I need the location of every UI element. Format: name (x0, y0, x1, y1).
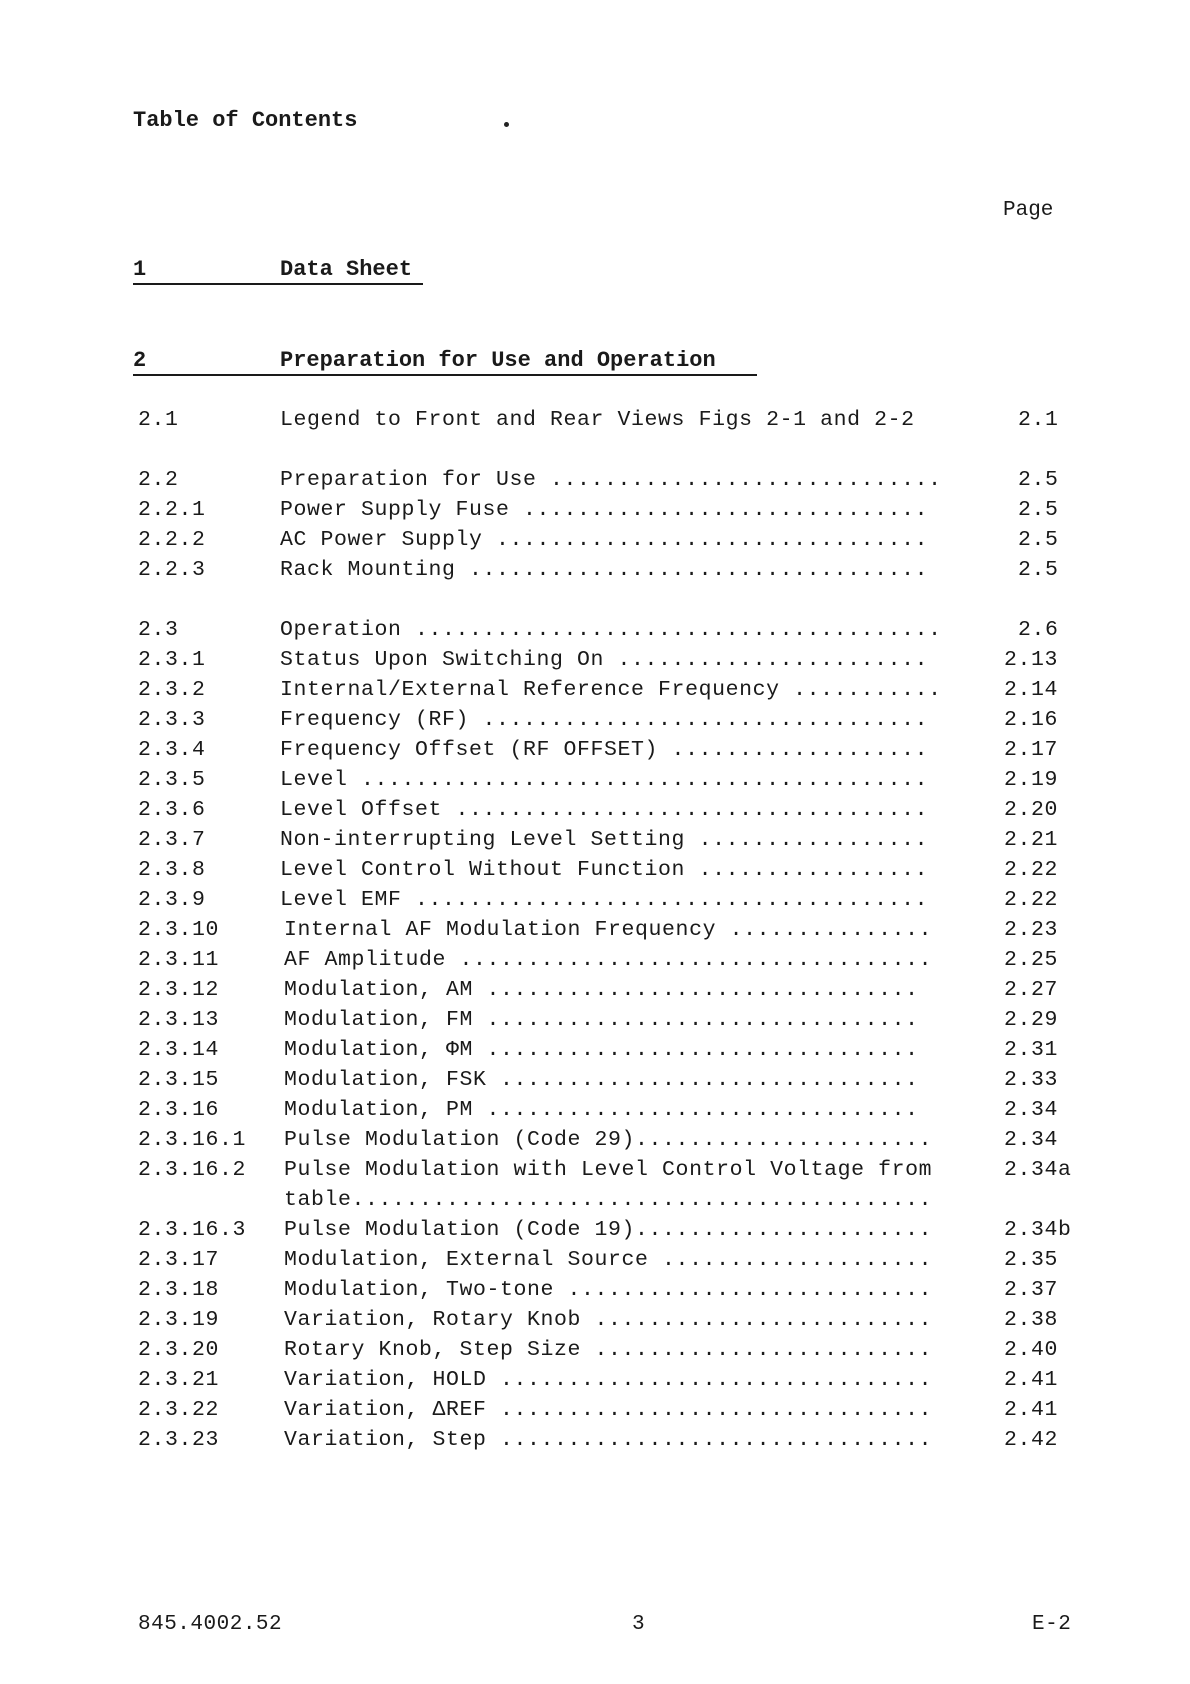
toc-entry (0, 648, 1190, 678)
page-column-label: Page (1003, 199, 1054, 222)
toc-entry-title: Modulation, FM ................................ (284, 1008, 919, 1032)
toc-entry-title: Level .......................................... (280, 768, 929, 792)
toc-entry-page: 2.38 (1004, 1308, 1059, 1332)
toc-entry-title: Preparation for Use ............................. (280, 468, 942, 492)
toc-entry (0, 678, 1190, 708)
toc-entry-number: 2.3.15 (138, 1068, 220, 1092)
toc-entry-title: Variation, Step ................................ (284, 1428, 933, 1452)
toc-entry-page: 2.20 (1004, 798, 1059, 822)
section-underline (133, 283, 423, 285)
toc-entry-title: table........................................... (284, 1188, 933, 1212)
toc-entry-number: 2.3.21 (138, 1368, 220, 1392)
toc-entry (0, 1218, 1190, 1248)
toc-entry-title: Pulse Modulation (Code 29)...................... (284, 1128, 933, 1152)
toc-entry-title: Modulation, FSK ............................... (284, 1068, 919, 1092)
toc-entry-title: Modulation, AM ................................ (284, 978, 919, 1002)
toc-entry (0, 498, 1190, 528)
toc-entry (0, 1278, 1190, 1308)
toc-entry (0, 1308, 1190, 1338)
toc-entry-number: 2.3.17 (138, 1248, 220, 1272)
toc-entry (0, 1368, 1190, 1398)
toc-entry-number: 2.3.16.1 (138, 1128, 247, 1152)
toc-entry-title: AF Amplitude ................................... (284, 948, 933, 972)
page-title: Table of Contents (133, 108, 358, 133)
toc-entry-title: Variation, Rotary Knob ......................... (284, 1308, 933, 1332)
toc-entry-page: 2.40 (1004, 1338, 1059, 1362)
toc-entry-number: 2.3.5 (138, 768, 206, 792)
toc-entry (0, 978, 1190, 1008)
toc-entry (0, 1128, 1190, 1158)
section-underline (133, 374, 757, 376)
toc-entry (0, 708, 1190, 738)
toc-entry-number: 2.3.6 (138, 798, 206, 822)
toc-entry-number: 2.3.23 (138, 1428, 220, 1452)
toc-entry (0, 1008, 1190, 1038)
toc-entry (0, 1428, 1190, 1458)
toc-entry-page: 2.19 (1004, 768, 1059, 792)
toc-entry-number: 2.3.10 (138, 918, 220, 942)
toc-entry-number: 2.3.16.2 (138, 1158, 247, 1182)
toc-entry-page: 2.23 (1004, 918, 1059, 942)
toc-entry-number: 2.3.2 (138, 678, 206, 702)
toc-entry-page: 2.34a (1004, 1158, 1072, 1182)
toc-entry-title: Frequency Offset (RF OFFSET) ................... (280, 738, 929, 762)
toc-entry (0, 858, 1190, 888)
toc-entry-number: 2.3.19 (138, 1308, 220, 1332)
toc-entry-number: 2.3.18 (138, 1278, 220, 1302)
toc-entry (0, 1098, 1190, 1128)
toc-entry (0, 1158, 1190, 1188)
toc-entry-page: 2.5 (1018, 528, 1059, 552)
toc-entry (0, 1248, 1190, 1278)
toc-entry (0, 408, 1190, 438)
ink-speck (504, 122, 509, 127)
toc-entry-page: 2.22 (1004, 888, 1059, 912)
toc-entry (0, 468, 1190, 498)
toc-entry-page: 2.25 (1004, 948, 1059, 972)
toc-entry-page: 2.16 (1004, 708, 1059, 732)
toc-entry-page: 2.5 (1018, 468, 1059, 492)
toc-entry (0, 528, 1190, 558)
toc-entry-title: Modulation, Two-tone ........................... (284, 1278, 933, 1302)
toc-entry-number: 2.3.8 (138, 858, 206, 882)
toc-entry (0, 798, 1190, 828)
toc-entry (0, 1188, 1190, 1218)
toc-entry-title: Level EMF ...................................... (280, 888, 929, 912)
toc-entry-page: 2.22 (1004, 858, 1059, 882)
toc-entry-page: 2.17 (1004, 738, 1059, 762)
toc-entry-page: 2.29 (1004, 1008, 1059, 1032)
toc-entry (0, 618, 1190, 648)
toc-entry-page: 2.42 (1004, 1428, 1059, 1452)
toc-entry-title: Modulation, PM ................................ (284, 1098, 919, 1122)
toc-entry-page: 2.31 (1004, 1038, 1059, 1062)
toc-entry-number: 2.3.4 (138, 738, 206, 762)
toc-entry-page: 2.41 (1004, 1368, 1059, 1392)
toc-entry-title: Variation, ΔREF ................................ (284, 1398, 933, 1422)
toc-entry (0, 918, 1190, 948)
toc-entry-page: 2.14 (1004, 678, 1059, 702)
toc-entry-title: Modulation, ΦM ................................ (284, 1038, 919, 1062)
toc-entry-number: 2.3.22 (138, 1398, 220, 1422)
section-number: 2 (133, 348, 147, 373)
toc-entry-title: Modulation, External Source .................... (284, 1248, 933, 1272)
toc-entry-page: 2.41 (1004, 1398, 1059, 1422)
toc-entry-title: Rotary Knob, Step Size ......................... (284, 1338, 933, 1362)
toc-entry-number: 2.3.7 (138, 828, 206, 852)
toc-entry-title: Non-interrupting Level Setting ................. (280, 828, 929, 852)
edition: E-2 (1032, 1613, 1072, 1636)
section-number: 1 (133, 257, 147, 282)
toc-entry-title: Frequency (RF) ................................. (280, 708, 929, 732)
toc-entry-title: Legend to Front and Rear Views Figs 2-1 and 2-2 (280, 408, 915, 432)
toc-entry-page: 2.34b (1004, 1218, 1072, 1242)
toc-entry (0, 1338, 1190, 1368)
toc-entry-number: 2.3.14 (138, 1038, 220, 1062)
toc-entry-number: 2.1 (138, 408, 179, 432)
toc-entry-number: 2.3.9 (138, 888, 206, 912)
toc-entry-title: Internal/External Reference Frequency ........... (280, 678, 942, 702)
toc-entry-page: 2.1 (1018, 408, 1059, 432)
toc-entry (0, 888, 1190, 918)
toc-entry-page: 2.33 (1004, 1068, 1059, 1092)
toc-entry-number: 2.3.3 (138, 708, 206, 732)
toc-entry (0, 768, 1190, 798)
toc-entry-page: 2.35 (1004, 1248, 1059, 1272)
toc-entry-number: 2.2 (138, 468, 179, 492)
toc-entry-title: Power Supply Fuse .............................. (280, 498, 929, 522)
page-number: 3 (632, 1613, 646, 1636)
toc-entry (0, 1068, 1190, 1098)
toc-entry-number: 2.2.2 (138, 528, 206, 552)
toc-entry (0, 948, 1190, 978)
toc-entry-page: 2.34 (1004, 1098, 1059, 1122)
section-title: Data Sheet (280, 257, 413, 282)
section-title: Preparation for Use and Operation (280, 348, 716, 373)
toc-entry-number: 2.3 (138, 618, 179, 642)
toc-entry-page: 2.6 (1018, 618, 1059, 642)
toc-entry-page: 2.5 (1018, 558, 1059, 582)
toc-entry (0, 558, 1190, 588)
toc-entry-title: Pulse Modulation with Level Control Voltage from (284, 1158, 933, 1182)
toc-entry (0, 1038, 1190, 1068)
toc-entry-title: Status Upon Switching On ....................... (280, 648, 929, 672)
toc-entry-number: 2.3.16 (138, 1098, 220, 1122)
toc-entry-number: 2.3.1 (138, 648, 206, 672)
toc-entry-page: 2.5 (1018, 498, 1059, 522)
toc-entry-number: 2.3.16.3 (138, 1218, 247, 1242)
toc-entry (0, 828, 1190, 858)
toc-entry-number: 2.3.13 (138, 1008, 220, 1032)
toc-entry-number: 2.2.3 (138, 558, 206, 582)
toc-entry-page: 2.37 (1004, 1278, 1059, 1302)
toc-entry (0, 738, 1190, 768)
toc-entry-title: Operation ....................................... (280, 618, 942, 642)
toc-entry-title: Internal AF Modulation Frequency ............... (284, 918, 933, 942)
toc-entry-number: 2.3.11 (138, 948, 220, 972)
toc-entry-title: Pulse Modulation (Code 19)...................... (284, 1218, 933, 1242)
toc-entry-page: 2.13 (1004, 648, 1059, 672)
toc-entry-title: AC Power Supply ................................ (280, 528, 929, 552)
toc-entry-title: Variation, HOLD ................................ (284, 1368, 933, 1392)
toc-entry-page: 2.21 (1004, 828, 1059, 852)
toc-entry-number: 2.3.20 (138, 1338, 220, 1362)
toc-entry-number: 2.2.1 (138, 498, 206, 522)
toc-entry-title: Level Control Without Function ................. (280, 858, 929, 882)
toc-entry-title: Rack Mounting .................................. (280, 558, 929, 582)
toc-entry (0, 1398, 1190, 1428)
toc-entry-title: Level Offset ................................... (280, 798, 929, 822)
toc-entry-page: 2.27 (1004, 978, 1059, 1002)
document-number: 845.4002.52 (138, 1613, 283, 1636)
toc-entry-number: 2.3.12 (138, 978, 220, 1002)
toc-entry-page: 2.34 (1004, 1128, 1059, 1152)
